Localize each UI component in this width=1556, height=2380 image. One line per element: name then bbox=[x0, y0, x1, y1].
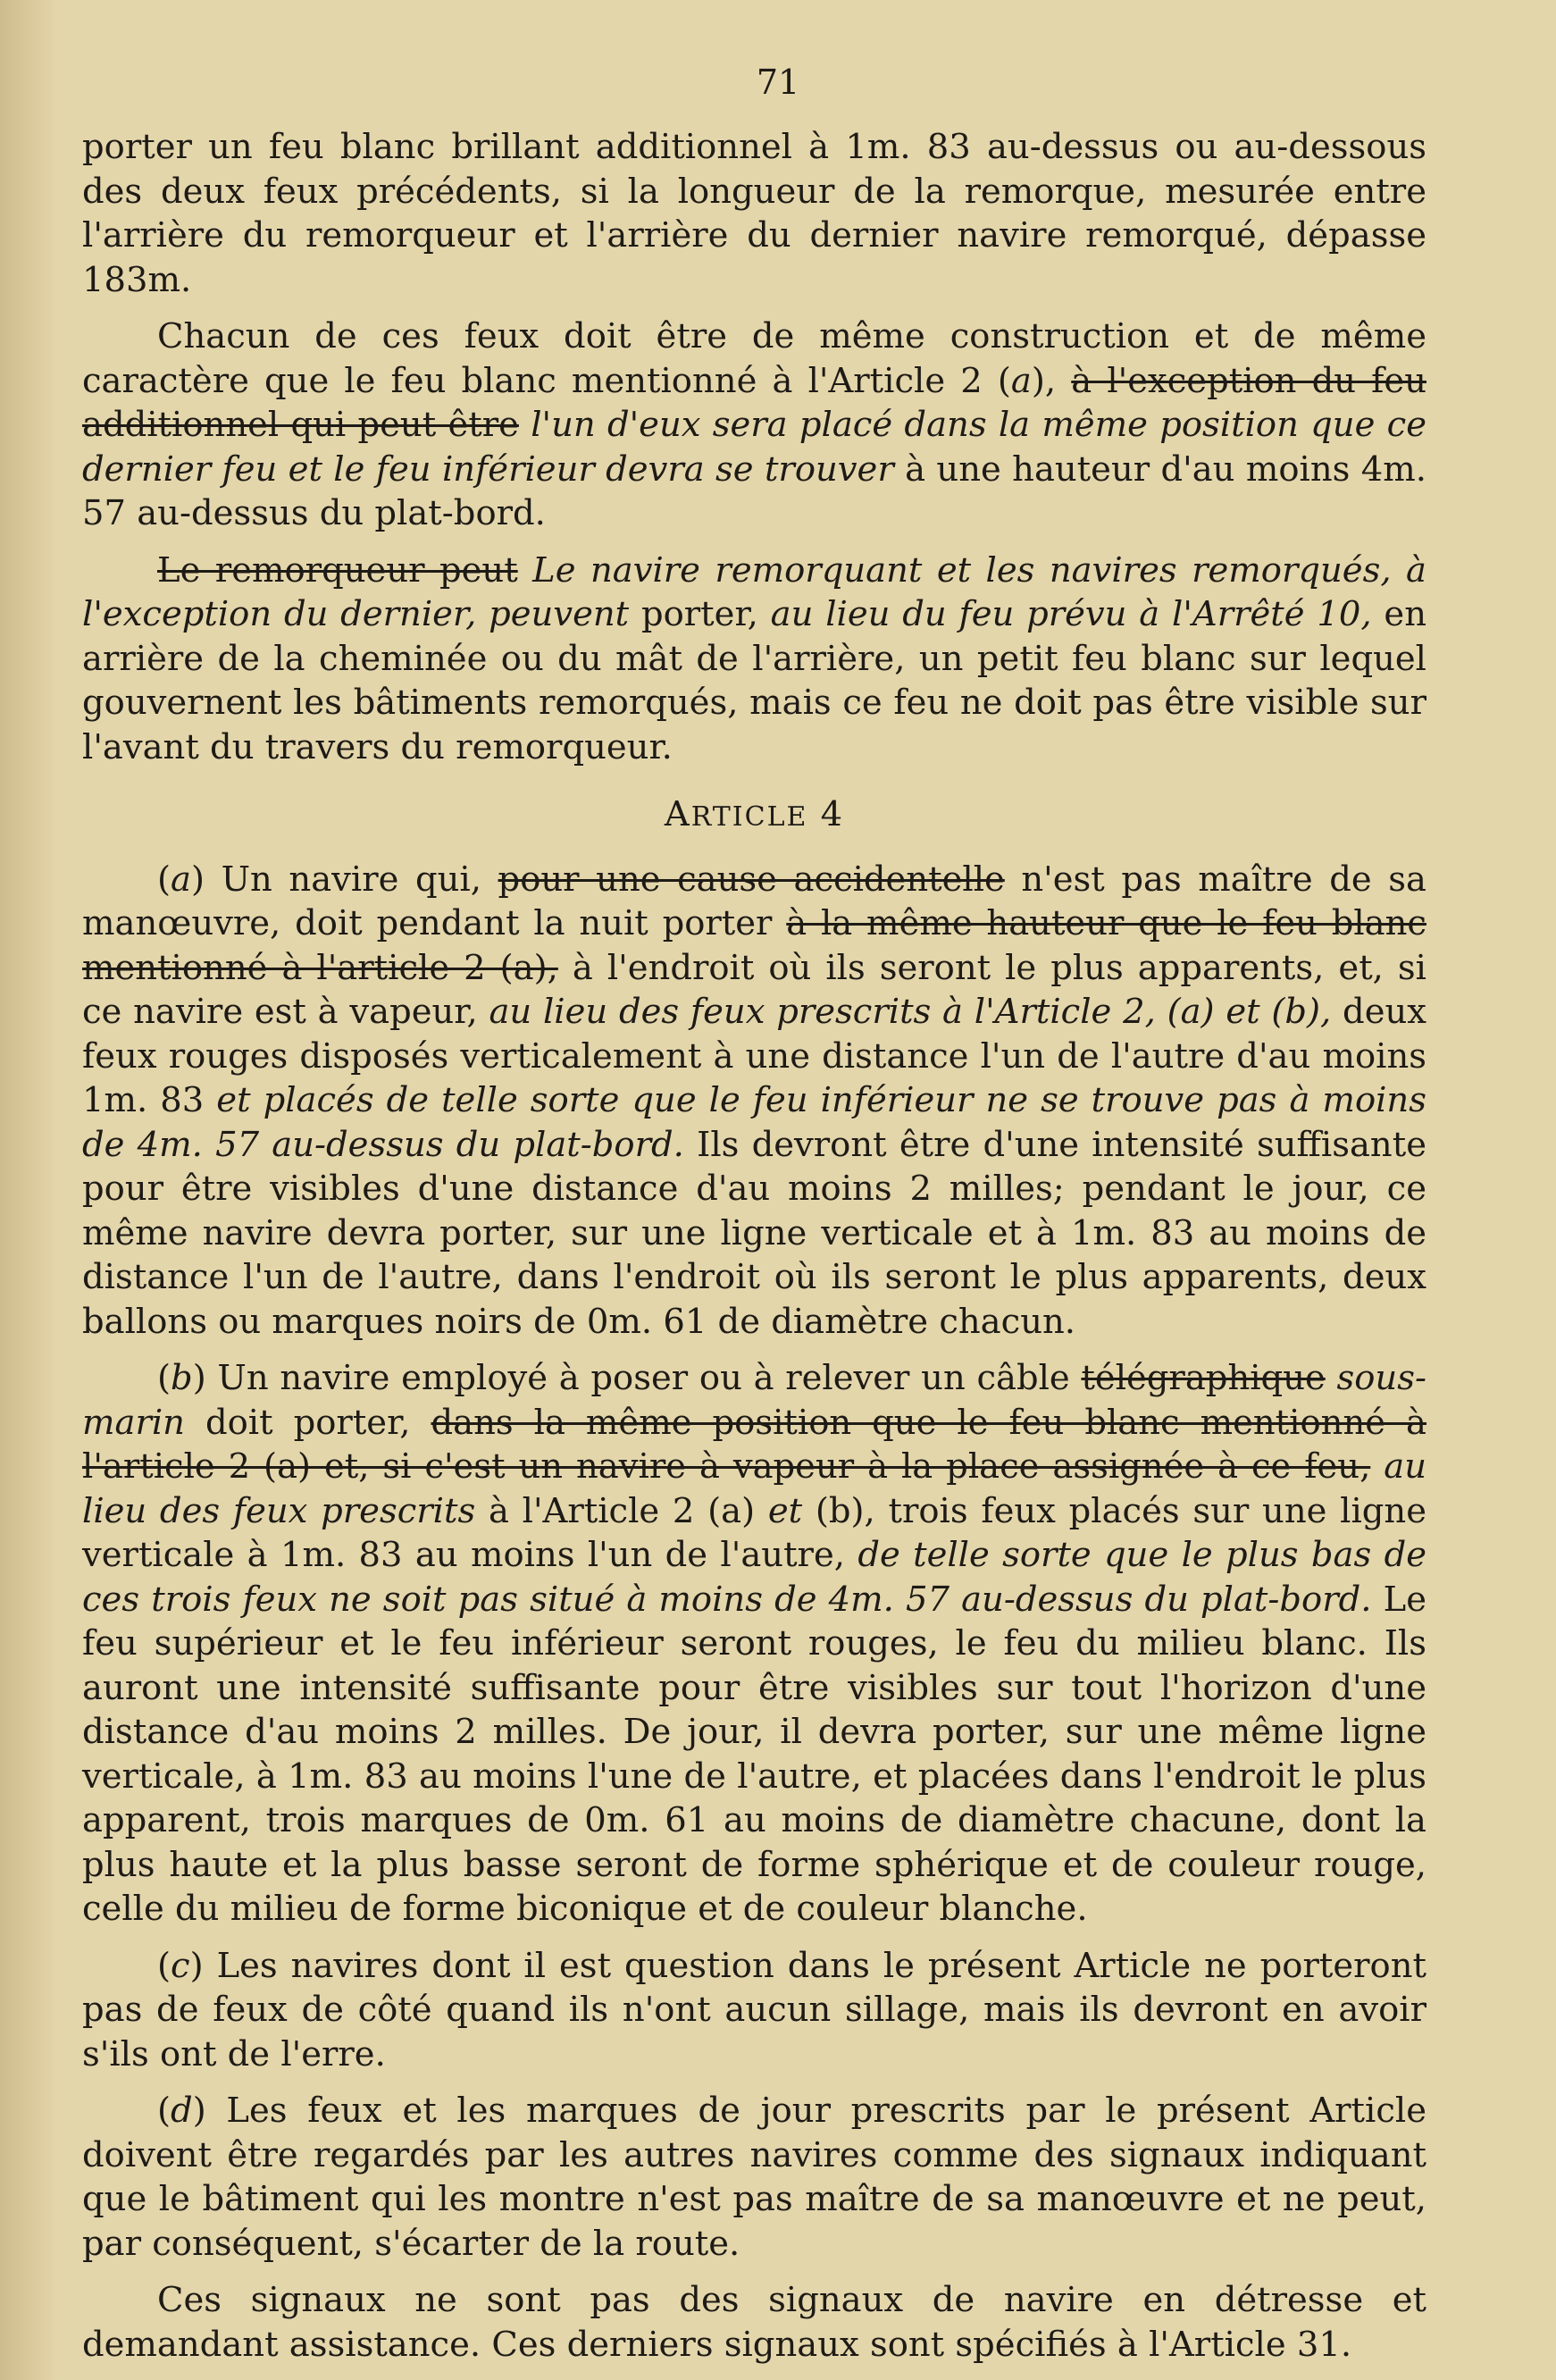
heading-smallcaps: RTICLE bbox=[690, 801, 808, 833]
text-run: à une hauteur d'au moins 4m. 57 au-dessus du plat-bord. bbox=[82, 448, 1426, 533]
italic-amendment: au lieu du feu prévu à l'Arrêté 10, bbox=[770, 594, 1372, 634]
text-run: à l'Article 2 (a) bbox=[475, 1490, 768, 1531]
text-run: ) Un navire employé à poser ou à relever un câble bbox=[192, 1358, 1082, 1398]
struck-text: à l'exception du feu additionnel qui peut être bbox=[82, 360, 1426, 445]
text-run: (b), trois feux placés sur une ligne verticale à 1m. 83 au moins l'un de l'autre, bbox=[82, 1490, 1426, 1575]
paragraph-construction bbox=[82, 314, 1426, 536]
italic-amendment: au lieu des feux prescrits bbox=[82, 1446, 1426, 1531]
italic-amendment: sous-marin bbox=[82, 1358, 1426, 1443]
text-run: ) Les feux et les marques de jour prescrits par le présent Article doivent être regardés par les autres navires comme des signaux indiquant que le bâtiment qui les montre n'est pas maître de sa manœuvre et ne peut, par conséquent, s'écarter de la route. bbox=[82, 2091, 1426, 2264]
text-run: ) Un navire qui, bbox=[191, 859, 498, 900]
text-run: doit porter, bbox=[184, 1402, 431, 1443]
page-number: 71 bbox=[756, 63, 800, 102]
text-run: en arrière de la cheminée ou du mât de l'arrière, un petit feu blanc sur lequel gouvernent les bâtiments remorqués, mais ce feu ne doit pas être visible sur l'avant du travers du remorqueur. bbox=[82, 594, 1426, 767]
italic-amendment: et bbox=[767, 1490, 803, 1531]
struck-text: à la même hauteur que le feu blanc mentionné à l'article 2 (a), bbox=[82, 903, 1426, 988]
text-run bbox=[519, 405, 531, 445]
text-run: ( bbox=[157, 2091, 171, 2131]
struck-text: Le remorqueur peut bbox=[157, 549, 518, 591]
text-run: ), bbox=[1031, 360, 1072, 401]
paragraph-small-white-light bbox=[82, 549, 1426, 770]
struck-text: dans la même position que le feu blanc mentionné à l'article 2 (a) et, si c'est un navire à vapeur à la place assignée à ce feu, bbox=[82, 1402, 1426, 1487]
page-gutter-shadow bbox=[0, 0, 57, 2380]
article-heading bbox=[82, 792, 1426, 840]
italic-amendment: l'un d'eux sera placé dans la même position que ce dernier feu et le feu inférieur devra se trouver bbox=[82, 405, 1426, 490]
italic-amendment: Le navire remorquant et les navires remorqués, à l'exception du dernier, peuvent bbox=[82, 549, 1426, 634]
text-run: ) Les navires dont il est question dans le présent Article ne porteront pas de feux de côté quand ils n'ont aucun sillage, mais ils devront en avoir s'ils ont de l'erre. bbox=[82, 1945, 1426, 2074]
text-run: porter, bbox=[629, 594, 771, 634]
heading-number: 4 bbox=[807, 794, 845, 834]
paragraph-tow-light: porter un feu blanc brillant additionnel à 1m. 83 au-dessus ou au-dessous des deux feux précédents, si la longueur de la remorque, mesurée entre l'arrière du remorqueur et l'arrière du dernier navire remorqué, dépasse 183m. bbox=[82, 127, 1426, 300]
heading-initial: A bbox=[664, 794, 691, 834]
page-body bbox=[82, 125, 1426, 2379]
text-run: Le feu supérieur et le feu inférieur seront rouges, le feu du milieu blanc. Ils auront une intensité suffisante pour être visibles sur tout l'horizon d'une distance d'au moins 2 milles. De jour, il devra porter, sur une même ligne verticale, à 1m. 83 au moins l'une de l'autre, et placées dans l'endroit le plus apparent, trois marques de 0m. 61 au moins de diamètre chacune, dont la plus haute et la plus basse seront de forme sphérique et de couleur rouge, celle du milieu de forme biconique et de couleur blanche. bbox=[82, 1579, 1426, 1929]
text-run: Ils devront être d'une intensité suffisante pour être visibles d'une distance d'au moins 2 milles; pendant le jour, ce même navire devra porter, sur une ligne verticale et à 1m. 83 au moins de distance l'un de l'autre, dans l'endroit où ils seront le plus apparents, deux ballons ou marques noirs de 0m. 61 de diamètre chacun. bbox=[82, 1124, 1426, 1342]
text-run: à l'endroit où ils seront le plus apparents, et, si ce navire est à vapeur, bbox=[82, 947, 1426, 1032]
text-run: deux feux rouges disposés verticalement à une distance l'un de l'autre d'au moins 1m. 83 bbox=[82, 992, 1426, 1120]
text-run: n'est pas maître de sa manœuvre, doit pendant la nuit porter bbox=[82, 859, 1426, 943]
italic-letter: b bbox=[171, 1358, 193, 1398]
italic-amendment: au lieu des feux prescrits à l'Article 2, (a) et (b), bbox=[489, 992, 1332, 1032]
text-run: ( bbox=[157, 1945, 171, 1986]
struck-text: pour une cause accidentelle bbox=[498, 859, 1005, 900]
text-run: ( bbox=[157, 1358, 171, 1398]
text-run bbox=[518, 550, 532, 591]
italic-text: a bbox=[1010, 360, 1032, 401]
italic-letter: d bbox=[171, 2091, 193, 2131]
text-run: Chacun de ces feux doit être de même construction et de même caractère que le feu blanc mentionné à l'Article 2 ( bbox=[82, 316, 1426, 401]
italic-letter: c bbox=[171, 1945, 190, 1986]
italic-amendment: et placés de telle sorte que le feu inférieur ne se trouve pas à moins de 4m. 57 au-dessus du plat-bord. bbox=[82, 1080, 1426, 1165]
paragraph-c-side-lights bbox=[82, 1944, 1426, 2077]
paragraph-distress-note: Ces signaux ne sont pas des signaux de navire en détresse et demandant assistance. Ces derniers signaux sont spécifiés à l'Article 31. bbox=[82, 2280, 1426, 2365]
paragraph-b-cable-ship bbox=[82, 1356, 1426, 1932]
paragraph-d-signals-meaning bbox=[82, 2089, 1426, 2266]
text-run bbox=[1326, 1358, 1337, 1398]
paragraph-a-not-under-command bbox=[82, 858, 1426, 1345]
italic-letter: a bbox=[171, 859, 191, 900]
struck-text: télégraphique bbox=[1081, 1358, 1326, 1398]
italic-amendment: de telle sorte que le plus bas de ces trois feux ne soit pas situé à moins de 4m. 57 au-dessus du plat-bord. bbox=[82, 1535, 1426, 1620]
text-run: ( bbox=[157, 859, 171, 900]
text-run bbox=[1370, 1446, 1384, 1487]
